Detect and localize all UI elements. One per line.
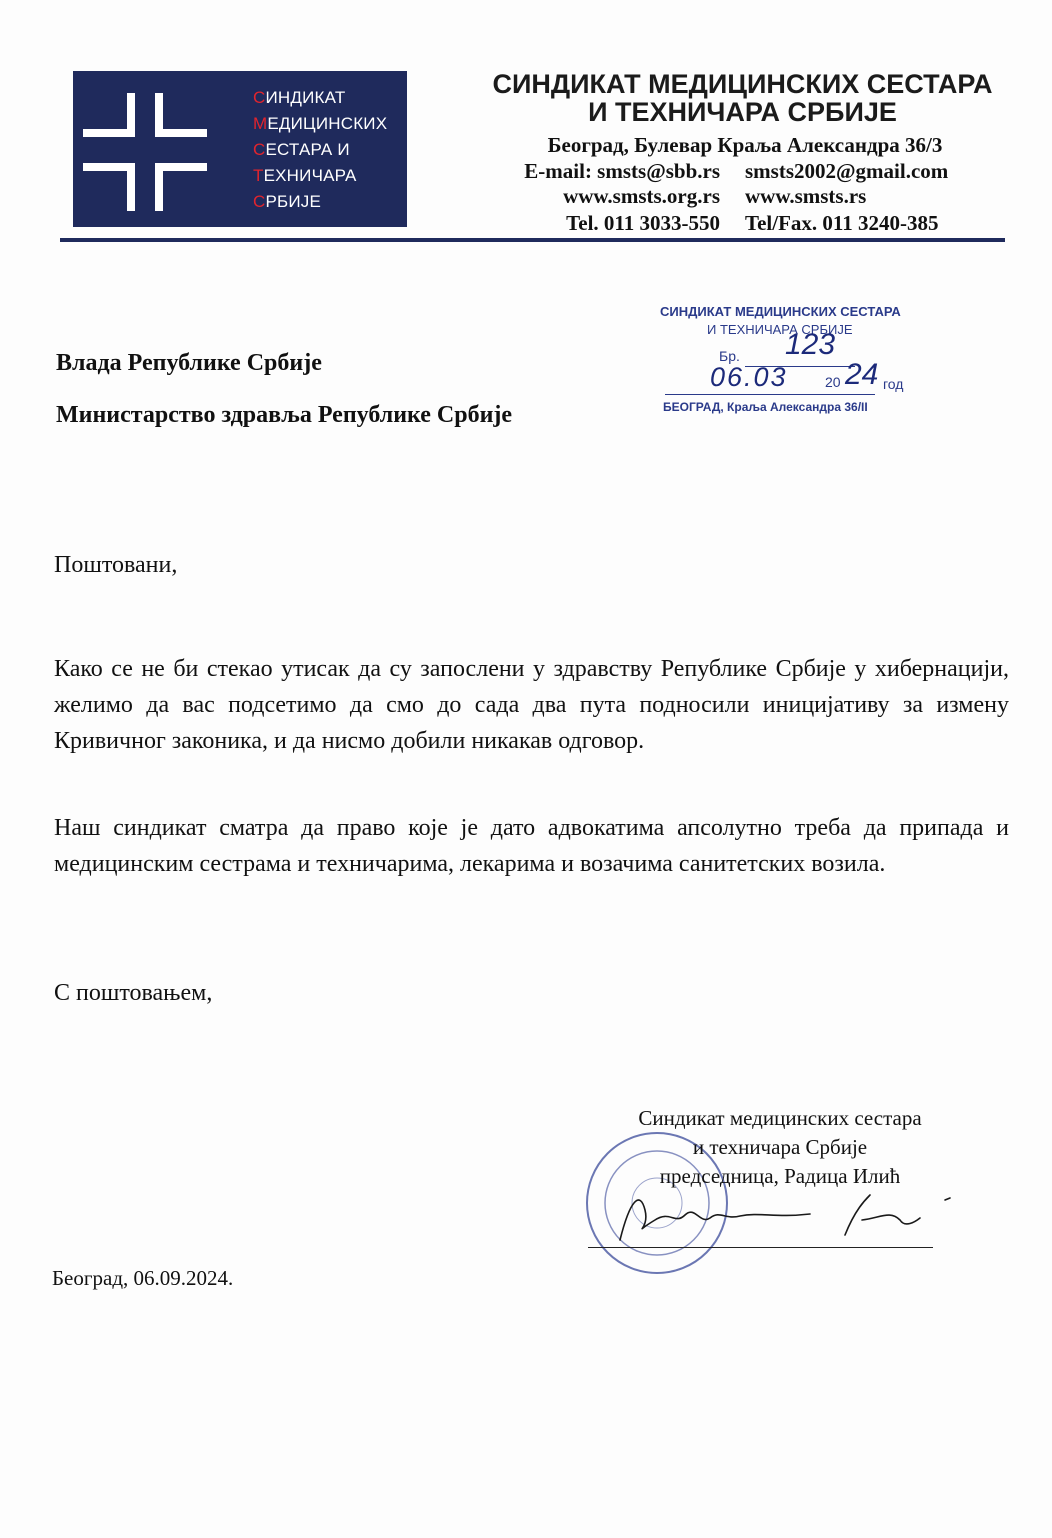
telefax: Tel/Fax. 011 3240-385 xyxy=(745,211,939,235)
telephone: Tel. 011 3033-550 xyxy=(566,211,720,235)
recipient-government: Влада Републике Србије xyxy=(56,350,322,376)
header-divider xyxy=(60,238,1005,242)
email-primary: E-mail: smsts@sbb.rs xyxy=(524,159,720,183)
paragraph-2: Наш синдикат сматра да право које је дато адвокатима апсолутно треба да припада и медицинским сестрама и техничарима, лекарима и возачима санитетских возила. xyxy=(54,815,1009,877)
logo-line-3: СЕСТАРА И xyxy=(253,140,350,159)
signature-org-line-2: и техничара Србије xyxy=(692,1135,868,1159)
stamp-address: БЕОГРАД, Краља Александра 36/II xyxy=(663,400,868,414)
stamp-year: 24 xyxy=(845,358,879,391)
email-secondary: smsts2002@gmail.com xyxy=(745,159,949,183)
website-secondary: www.smsts.rs xyxy=(745,184,867,208)
stamp-year-prefix: 20 xyxy=(825,374,841,390)
cross-logo-icon xyxy=(79,89,211,213)
stamp-date-line xyxy=(665,394,875,395)
logo-line-4: ТЕХНИЧАРА xyxy=(253,166,357,185)
recipient-ministry: Министарство здравља Републике Србије xyxy=(56,402,513,428)
org-title xyxy=(470,70,1015,126)
logo-text xyxy=(253,85,387,215)
stamp-number-label: Бр. xyxy=(719,348,740,364)
logo-line-5: СРБИЈЕ xyxy=(253,192,322,211)
stamp-org-line-2: И ТЕХНИЧАРА СРБИЈЕ xyxy=(707,322,853,337)
handwritten-signature-icon xyxy=(600,1180,960,1250)
stamp-god-label: год xyxy=(883,376,904,392)
closing: С поштовањем, xyxy=(54,980,213,1006)
place-date: Београд, 06.09.2024. xyxy=(52,1266,234,1290)
stamp-org-line-1: СИНДИКАТ МЕДИЦИНСКИХ СЕСТАРА xyxy=(660,304,901,319)
registry-stamp xyxy=(655,300,920,420)
stamp-number: 123 xyxy=(785,328,836,361)
org-title-line-1: СИНДИКАТ МЕДИЦИНСКИХ СЕСТАРА xyxy=(492,69,993,99)
signature-org-line-1: Синдикат медицинских сестара xyxy=(638,1106,922,1130)
org-address: Београд, Булевар Краља Александра 36/3 xyxy=(547,133,943,157)
org-title-line-2: И ТЕХНИЧАРА СРБИЈЕ xyxy=(588,97,897,127)
salutation: Поштовани, xyxy=(54,552,178,578)
union-logo xyxy=(73,71,407,227)
stamp-date: 06.03 xyxy=(710,362,788,392)
signature-line xyxy=(588,1247,933,1248)
website-primary: www.smsts.org.rs xyxy=(563,184,720,208)
signature-name: председница, Радица Илић xyxy=(659,1164,901,1188)
paragraph-1: Како се не би стекао утисак да су запослени у здравству Републике Србије у хибернацији, желимо да вас подсетимо да смо до сада два пута подносили иницијативу за измену Кривичног законика, и да нисмо добили никакав одговор. xyxy=(54,656,1009,754)
logo-line-1: СИНДИКАТ xyxy=(253,88,346,107)
signature-block xyxy=(600,1104,960,1191)
logo-line-2: МЕДИЦИНСКИХ xyxy=(253,114,388,133)
